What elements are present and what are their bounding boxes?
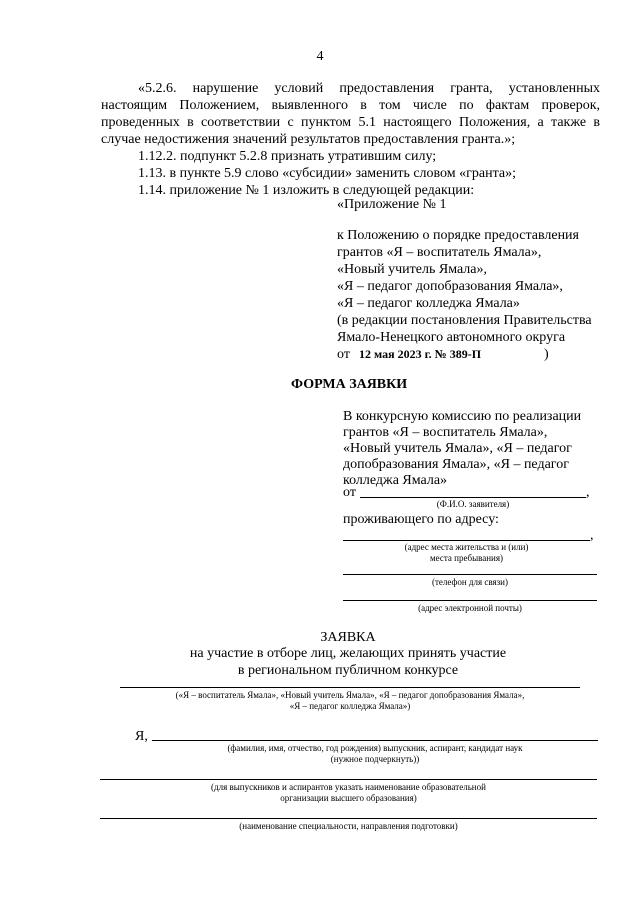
person-caption: (нужное подчеркнуть)) (330, 754, 420, 764)
specialty-field-line[interactable] (100, 818, 597, 819)
fio-caption-wrap (360, 499, 586, 510)
spec-caption-wrap (100, 821, 597, 832)
application-subtitle: в региональном публичном конкурсе (237, 663, 459, 678)
paragraph-5-2-6 (101, 80, 600, 148)
contest-caption-wrap (120, 690, 580, 712)
phone-caption: (телефон для связи) (431, 577, 508, 587)
appendix-line: (в редакции постановления Правительства (337, 313, 592, 328)
email-caption-wrap (343, 603, 597, 614)
address-comma: , (590, 528, 594, 543)
appendix-line: «Я – педагог допобразования Ямала», (337, 279, 563, 294)
paragraph-line: проведенных в соответствии с пунктом 5.1 настоящего Положения, а также в (101, 115, 600, 130)
paragraph-line: случае недостижения значений результатов предоставления гранта.»; (101, 132, 516, 147)
person-field-line[interactable] (152, 740, 598, 741)
application-title: ЗАЯВКА (320, 630, 376, 645)
appendix-ot: от (337, 347, 350, 362)
paragraph-1-13: 1.13. в пункте 5.9 слово «субсидии» заменить словом «гранта»; (138, 166, 516, 181)
person-caption: (фамилия, имя, отчество, год рождения) выпускник, аспирант, кандидат наук (227, 743, 523, 753)
contest-caption: «Я – педагог колледжа Ямала») (289, 701, 411, 711)
appendix-line: к Положению о порядке предоставления (337, 228, 579, 243)
addressee-line: «Новый учитель Ямала», «Я – педагог (343, 441, 572, 456)
address-caption-wrap (343, 542, 590, 564)
org-caption: (для выпускников и аспирантов указать наименование образовательной (211, 782, 486, 792)
appendix-title: «Приложение № 1 (337, 197, 447, 212)
appendix-close-paren: ) (544, 347, 549, 362)
email-caption: (адрес электронной почты) (418, 603, 522, 613)
appendix-line: грантов «Я – воспитатель Ямала», (337, 245, 542, 260)
appendix-line: «Я – педагог колледжа Ямала» (337, 296, 520, 311)
phone-field-line[interactable] (343, 574, 597, 575)
addressee-line: допобразования Ямала», «Я – педагог (343, 457, 569, 472)
appendix-line: «Новый учитель Ямала», (337, 262, 487, 277)
from-comma: , (586, 485, 590, 500)
fio-caption: (Ф.И.О. заявителя) (436, 499, 510, 509)
residing-label: проживающего по адресу: (343, 512, 499, 527)
resolution-date-number: 12 мая 2023 г. № 389-П (359, 347, 482, 361)
addressee-line: колледжа Ямала» (343, 473, 448, 488)
form-title: ФОРМА ЗАЯВКИ (291, 377, 408, 392)
contest-caption: («Я – воспитатель Ямала», «Новый учитель Ямала», «Я – педагог допобразования Ямала», (175, 690, 525, 700)
paragraph-1-12-2: 1.12.2. подпункт 5.2.8 признать утратившим силу; (138, 149, 437, 164)
addressee-line: В конкурсную комиссию по реализации (343, 409, 582, 424)
paragraph-line: «5.2.6. нарушение условий предоставления гранта, установленных (138, 81, 600, 96)
paragraph-1-14: 1.14. приложение № 1 изложить в следующей редакции: (138, 183, 475, 198)
from-label: от (343, 485, 356, 500)
phone-caption-wrap (343, 577, 597, 588)
application-subtitle: на участие в отборе лиц, желающих принять участие (189, 646, 507, 661)
org-caption-wrap (100, 782, 597, 804)
person-caption-wrap (152, 743, 598, 765)
address-caption: (адрес места жительства и (или) (404, 542, 529, 552)
address-field-line[interactable] (343, 540, 590, 541)
application-subtitle-wrap (0, 645, 640, 679)
org-caption: организации высшего образования) (280, 793, 417, 803)
appendix-line: Ямало-Ненецкого автономного округа (337, 330, 566, 345)
address-caption: места пребывания) (429, 553, 504, 563)
email-field-line[interactable] (343, 600, 597, 601)
organization-field-line[interactable] (100, 779, 597, 780)
addressee-line: грантов «Я – воспитатель Ямала», (343, 425, 548, 440)
spec-caption: (наименование специальности, направления подготовки) (239, 821, 458, 831)
fio-field-line[interactable] (360, 497, 586, 498)
i-label: Я, (135, 729, 148, 744)
contest-field-line[interactable] (120, 687, 580, 688)
page-number: 4 (316, 49, 324, 64)
application-title-wrap (0, 629, 640, 646)
paragraph-line: настоящим Положением, выявленного в том числе по фактам проверок, (101, 98, 600, 113)
